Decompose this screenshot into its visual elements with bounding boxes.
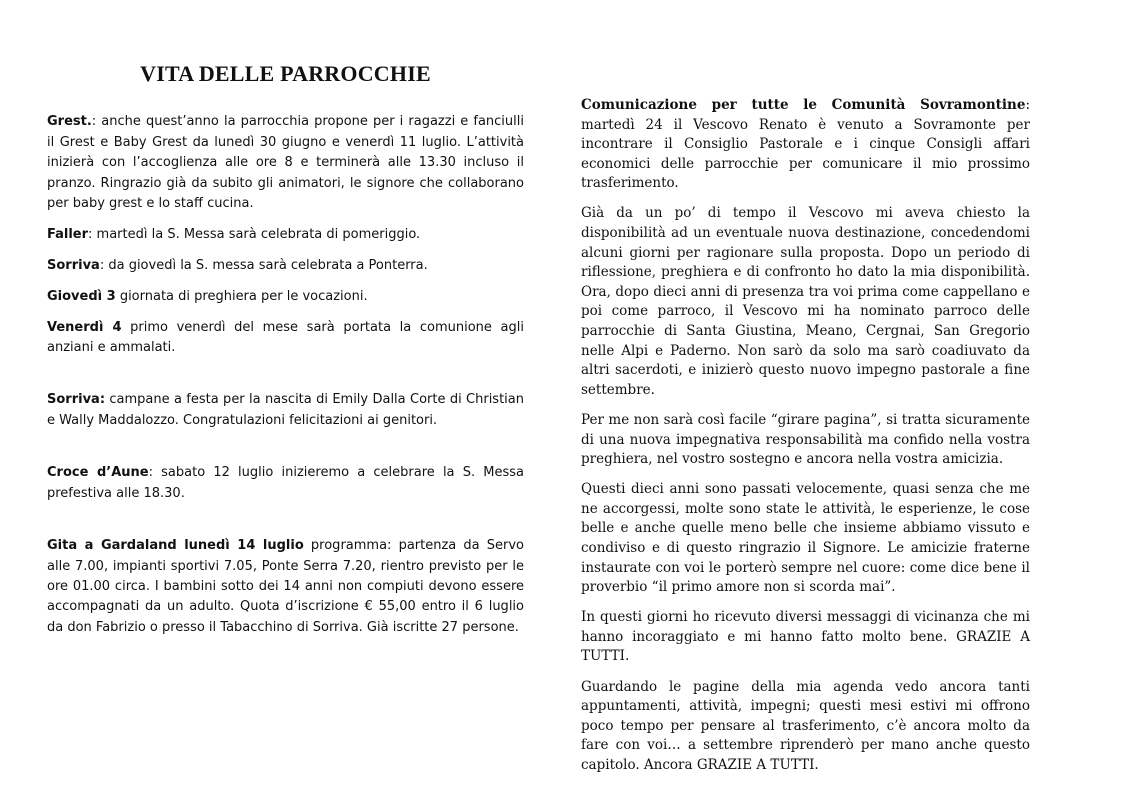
page-title: VITA DELLE PARROCCHIE <box>140 61 431 86</box>
paragraph-lead: Grest. <box>47 114 92 130</box>
paragraph-text: programma: partenza da Servo alle 7.00, impianti sportivi 7.05, Ponte Serra 7.20, rientro previsto per le ore 01.00 circa. I bambini sotto dei 14 anni non compiuti devono essere accompagnati da un adulto. Quota d’iscrizione € 55,00 entro il 6 luglio da don Fabrizio o presso il Tabacchino di Sorriva. Già iscritte 27 persone. <box>47 538 524 635</box>
paragraph-sorriva-messa <box>47 256 524 276</box>
paragraph-girare-pagina <box>581 411 1030 470</box>
paragraph-giovedi <box>47 287 524 307</box>
paragraph-messaggi <box>581 608 1030 667</box>
paragraph-lead: Sorriva: <box>47 392 106 408</box>
paragraph-text: In questi giorni ho ricevuto diversi messaggi di vicinanza che mi hanno incoraggiato e mi hanno fatto molto bene. GRAZIE A TUTTI. <box>581 609 1030 665</box>
paragraph-comunicazione <box>581 96 1030 194</box>
paragraph-lead: Venerdì 4 <box>47 319 122 335</box>
paragraph-agenda <box>581 678 1030 776</box>
paragraph-croce-daune <box>47 463 524 504</box>
paragraph-dieci-anni <box>581 480 1030 598</box>
paragraph-gita-gardaland <box>47 536 524 638</box>
paragraph-text: primo venerdì del mese sarà portata la comunione agli anziani e ammalati. <box>47 319 524 356</box>
paragraph-text: campane a festa per la nascita di Emily Dalla Corte di Christian e Wally Maddalozzo. Congratulazioni felicitazioni ai genitori. <box>47 392 524 428</box>
paragraph-venerdi <box>47 318 524 359</box>
paragraph-faller <box>47 225 524 245</box>
paragraph-lead: Croce d’Aune <box>47 465 149 481</box>
paragraph-text: : martedì la S. Messa sarà celebrata di pomeriggio. <box>88 226 421 242</box>
paragraph-lead: Giovedì 3 <box>47 288 116 304</box>
paragraph-text: : sabato 12 luglio inizieremo a celebrare la S. Messa prefestiva alle 18.30. <box>47 465 524 501</box>
paragraph-text: Già da un po’ di tempo il Vescovo mi aveva chiesto la disponibilità ad un eventuale nuova destinazione, concedendomi alcuni giorni per ragionare sulla proposta. Dopo un periodo di riflessione, preghiera e di confronto ho dato la mia disponibilità. Ora, dopo dieci anni di presenza tra voi prima come cappellano e poi come parroco, il Vescovo mi ha nominato parroco delle parrocchie di Santa Giustina, Meano, Cergnai, San Gregorio nelle Alpi e Paderno. Non sarò da solo ma sarò coadiuvato da altri sacerdoti, e inizierò questo nuovo impegno pastorale a fine settembre. <box>581 205 1030 398</box>
paragraph-lead: Sorriva <box>47 257 100 273</box>
paragraph-text: : anche quest’anno la parrocchia propone per i ragazzi e fanciulli il Grest e Baby Grest da lunedì 30 giugno e venerdì 11 luglio. L’attività inizierà con l’accoglienza alle ore 8 e terminerà alle 13.30 incluso il pranzo. Ringrazio già da subito gli animatori, le signore che collaborano per baby grest e lo staff cucina. <box>47 114 524 212</box>
paragraph-text: Questi dieci anni sono passati velocemente, quasi senza che me ne accorgessi, molte sono state le attività, le esperienze, le cose belle e anche quelle meno belle che insieme abbiamo vissuto e condiviso e di questo ringrazio il Signore. Le amicizie fraterne instaurate con voi le porterò sempre nel cuore: come dice bene il proverbio “il primo amore non si scorda mai”. <box>581 481 1030 596</box>
right-column <box>581 96 1030 786</box>
paragraph-disponibilita <box>581 204 1030 400</box>
paragraph-lead: Gita a Gardaland lunedì 14 luglio <box>47 538 304 554</box>
paragraph-lead: Comunicazione per tutte le Comunità Sovramontine <box>581 97 1026 113</box>
paragraph-text: Guardando le pagine della mia agenda vedo ancora tanti appuntamenti, attività, impegni; questi mesi estivi mi offrono poco tempo per pensare al trasferimento, c’è ancora molto da fare con voi… a settembre riprenderò per mano anche questo capitolo. Ancora GRAZIE A TUTTI. <box>581 678 1030 773</box>
left-column <box>47 61 524 649</box>
paragraph-text: giornata di preghiera per le vocazioni. <box>115 288 368 304</box>
paragraph-text: Per me non sarà così facile “girare pagina”, si tratta sicuramente di una nuova impegnativa responsabilità ma confido nella vostra preghiera, nel vostro sostegno e ancora nella vostra amicizia. <box>581 411 1030 468</box>
paragraph-grest <box>47 112 524 214</box>
paragraph-sorriva-nascita <box>47 390 524 431</box>
paragraph-text: : da giovedì la S. messa sarà celebrata a Ponterra. <box>99 257 428 273</box>
paragraph-lead: Faller <box>47 226 89 242</box>
paragraph-text: : martedì 24 il Vescovo Renato è venuto a Sovramonte per incontrare il Consiglio Pastorale e i cinque Consigli affari economici delle parrocchie per comunicare il mio prossimo trasferimento. <box>581 97 1030 192</box>
